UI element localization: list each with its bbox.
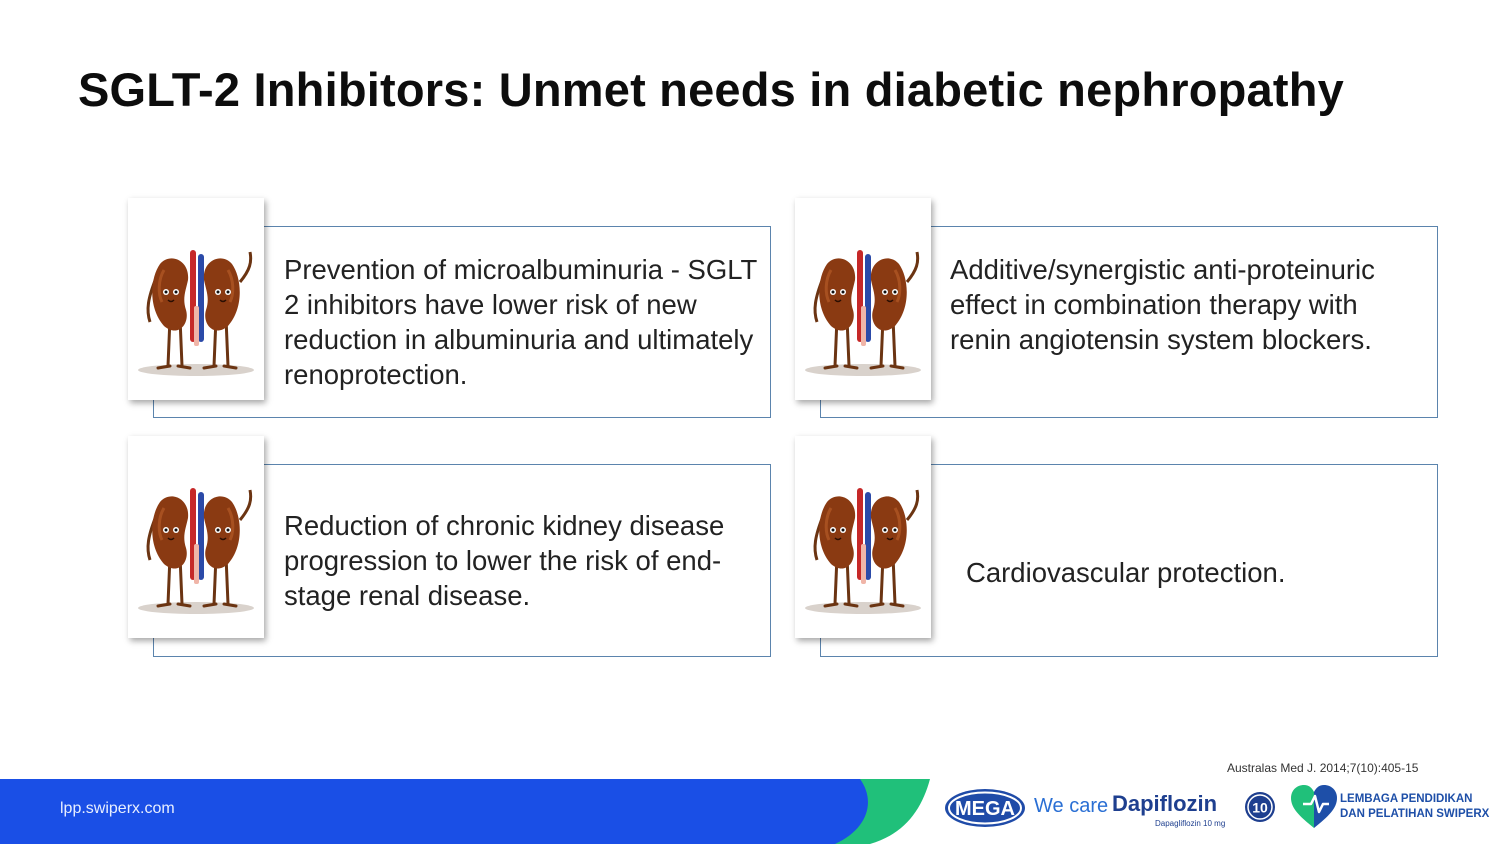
kidney-cartoon-icon (128, 436, 264, 638)
product-subtitle: Dapagliflozin 10 mg (1155, 819, 1226, 828)
citation: Australas Med J. 2014;7(10):405-15 (1227, 761, 1419, 775)
mega-logo-icon (944, 788, 1026, 828)
slide-title: SGLT-2 Inhibitors: Unmet needs in diabetic nephropathy (78, 63, 1344, 116)
org-name-line2: DAN PELATIHAN SWIPERX (1340, 808, 1490, 820)
kidney-cartoon-icon (795, 436, 931, 638)
card-text: Additive/synergistic anti-proteinuric effect in combination therapy with renin angiotensin system blockers. (950, 254, 1375, 355)
mega-logo-text: MEGA (955, 798, 1015, 820)
product-name: Dapiflozin (1112, 791, 1218, 816)
kidney-cartoon-icon (795, 198, 931, 400)
card-text: Prevention of microalbuminuria - SGLT 2 inhibitors have lower risk of new reduction in albuminuria and ultimately renoprotection. (284, 254, 757, 390)
kidney-cartoon-icon (128, 198, 264, 400)
swiperx-heart-logo-icon (1289, 784, 1339, 830)
card-text: Reduction of chronic kidney disease progression to lower the risk of end-stage renal disease. (284, 510, 725, 611)
dose-badge-icon (1244, 791, 1276, 823)
card-text: Cardiovascular protection. (966, 557, 1286, 588)
dose-badge-text: 10 (1252, 799, 1268, 816)
tagline: We care (1034, 795, 1109, 817)
org-name-line1: LEMBAGA PENDIDIKAN (1340, 793, 1473, 805)
footer-url-link[interactable]: lpp.swiperx.com (60, 800, 175, 817)
